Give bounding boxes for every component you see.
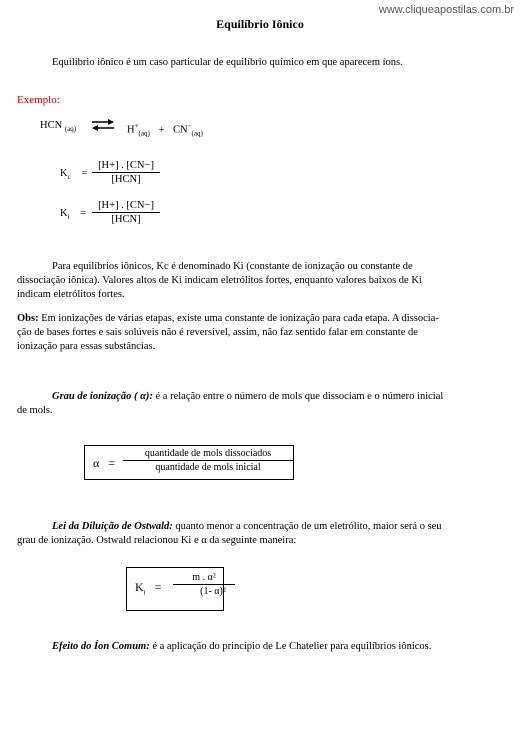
equilibrium-arrows-icon <box>91 118 115 132</box>
product-h-charge: + <box>134 122 139 130</box>
alpha-denominator: quantidade de mols inicial <box>155 462 261 473</box>
kc-symbol: $K_c$ = <box>60 168 88 182</box>
intro-paragraph: Equilíbrio iônico é um caso particular de equilíbrio químico em que aparecem íons. <box>52 57 403 68</box>
ki-denominator: [HCN] <box>111 214 141 225</box>
kc-fraction <box>92 160 160 185</box>
example-label: Exemplo: <box>17 94 60 106</box>
ostwald-line-2: grau de ionização. Ostwald relacionou Ki e α da seguinte maneira: <box>17 535 297 546</box>
reaction-equation <box>40 119 76 136</box>
ostwald-formula-box <box>126 567 224 611</box>
constants-line-3: indicam eletrólitos fortes. <box>17 289 125 300</box>
obs-line-2: ção de bases fortes e sais solúveis não é reversível, assim, não faz sentido falar em constante de <box>17 327 418 338</box>
obs-line-3: ionização para essas substâncias. <box>17 341 156 352</box>
product-h: H <box>127 124 135 136</box>
ostwald-fraction <box>173 572 235 597</box>
reactant-state: (aq) <box>64 125 77 134</box>
ostwald-denominator: (1- α)² <box>200 586 226 597</box>
product-cn-state: (aq) <box>191 129 203 138</box>
kc-numerator: [H+] . [CN−] <box>92 160 160 173</box>
page-title: Equilíbrio Iônico <box>216 17 304 31</box>
ki-symbol: $K_i$ = <box>60 208 87 222</box>
ki-numerator: [H+] . [CN−] <box>92 200 160 213</box>
ion-comum-term: Efeito do Íon Comum: <box>52 641 150 652</box>
kc-denominator: [HCN] <box>111 174 141 185</box>
plus-sign: + <box>158 124 165 136</box>
ion-comum-line: Efeito do Íon Comum: é a aplicação do princípio de Le Chatelier para equilíbrios iônicos. <box>52 641 432 652</box>
obs-label: Obs: <box>17 313 39 324</box>
alpha-symbol: α = <box>93 456 116 470</box>
product-cn: CN <box>173 124 188 136</box>
product-h-state: (aq) <box>138 129 150 138</box>
grau-line-1: Grau de ionização ( α): é a relação entre o número de mols que dissociam e o número inicial <box>52 391 444 402</box>
site-watermark: www.cliqueapostilas.com.br <box>378 4 514 16</box>
ostwald-term: Lei da Diluição de Ostwald: <box>52 521 173 532</box>
grau-line-2: de mols. <box>17 405 53 416</box>
ostwald-ki-symbol: $K_i$ = <box>135 580 162 597</box>
product-cn-charge: − <box>187 122 192 130</box>
alpha-numerator: quantidade de mols dissociados <box>123 448 293 461</box>
alpha-fraction <box>123 448 293 473</box>
alpha-formula-box <box>84 445 294 480</box>
products <box>127 119 203 141</box>
ostwald-line-1: Lei da Diluição de Ostwald: quanto menor a concentração de um eletrólito, maior será o seu <box>52 521 442 532</box>
constants-line-2: dissociação iônica). Valores altos de Ki indicam eletrólitos fortes, enquanto valores baixos de Ki <box>17 275 422 286</box>
grau-term: Grau de ionização ( α): <box>52 391 153 402</box>
ostwald-numerator: m . α² <box>173 572 235 585</box>
constants-line-1: Para equilíbrios iônicos, Kc é denominado Ki (constante de ionização ou constante de <box>52 261 413 272</box>
obs-line-1: Obs: Em ionizações de várias etapas, existe uma constante de ionização para cada etapa. A dissocia- <box>17 313 439 324</box>
reactant: HCN <box>40 120 63 131</box>
ki-fraction <box>92 200 160 225</box>
